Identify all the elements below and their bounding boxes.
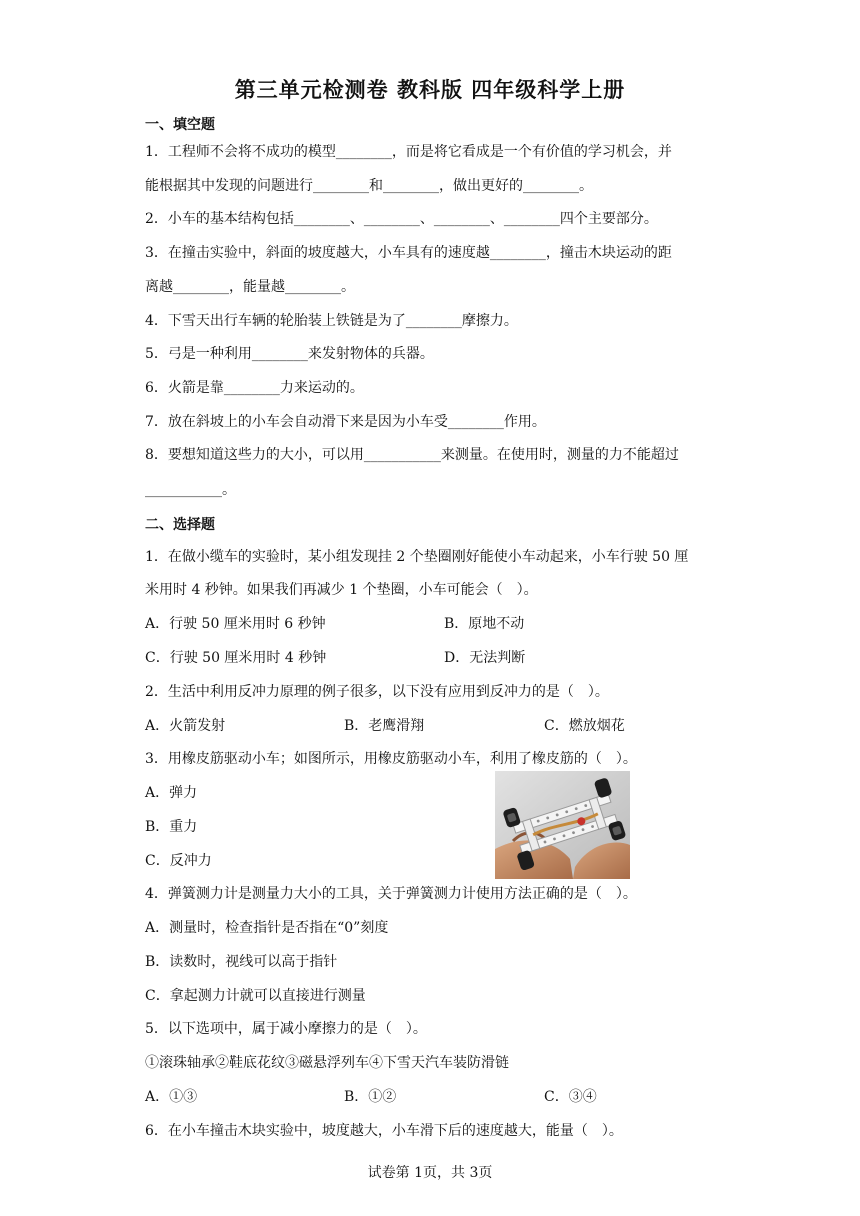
- question-5-option-b: B．①②: [344, 1089, 397, 1105]
- fill-blank-line: 7．放在斜坡上的小车会自动滑下来是因为小车受________作用。: [145, 414, 546, 430]
- fill-blank-line: 8．要想知道这些力的大小，可以用___________来测量。在使用时，测量的力不能超过: [145, 447, 679, 463]
- fill-blank-line: 能根据其中发现的问题进行________和________，做出更好的________。: [145, 178, 593, 194]
- fill-blank-line: 5．弓是一种利用________来发射物体的兵器。: [145, 346, 434, 362]
- question-4-option-b: B．读数时，视线可以高于指针: [145, 954, 338, 970]
- question-2-option-a: A．火箭发射: [145, 718, 226, 734]
- question-5-stem: 5．以下选项中，属于减小摩擦力的是（ ）。: [145, 1021, 427, 1037]
- fill-blank-line: 1．工程师不会将不成功的模型________，而是将它看成是一个有价值的学习机会，并: [145, 144, 672, 160]
- question-1-option-c: C．行驶 50 厘米用时 4 秒钟: [145, 650, 327, 666]
- fill-blank-line: 2．小车的基本结构包括________、________、________、________四个主要部分。: [145, 211, 658, 227]
- question-2-option-c: C．燃放烟花: [544, 718, 625, 734]
- page-footer: 试卷第 1页，共 3页: [367, 1165, 493, 1181]
- question-5-option-a: A．①③: [145, 1089, 198, 1105]
- question-1-stem: 米用时 4 秒钟。如果我们再减少 1 个垫圈，小车可能会（ ）。: [145, 582, 538, 598]
- question-3-option-c: C．反冲力: [145, 853, 212, 869]
- question-3-option-a: A．弹力: [145, 785, 198, 801]
- page-title: 第三单元检测卷 教科版 四年级科学上册: [234, 78, 626, 102]
- question-5-items: ①滚珠轴承②鞋底花纹③磁悬浮列车④下雪天汽车装防滑链: [145, 1055, 509, 1071]
- section-heading-multiple-choice: 二、选择题: [145, 517, 215, 533]
- fill-blank-line: 离越________，能量越________。: [145, 279, 355, 295]
- fill-blank-line: ___________。: [145, 482, 236, 498]
- fill-blank-line: 4．下雪天出行车辆的轮胎装上铁链是为了________摩擦力。: [145, 313, 518, 329]
- question-1-stem: 1．在做小缆车的实验时，某小组发现挂 2 个垫圈刚好能使小车动起来，小车行驶 50 厘: [145, 549, 689, 565]
- question-2-option-b: B．老鹰滑翔: [344, 718, 425, 734]
- question-4-option-a: A．测量时，检查指针是否指在“0”刻度: [145, 920, 389, 936]
- question-1-option-a: A．行驶 50 厘米用时 6 秒钟: [145, 616, 326, 632]
- question-2-stem: 2．生活中利用反冲力原理的例子很多，以下没有应用到反冲力的是（ ）。: [145, 684, 609, 700]
- question-4-stem: 4．弹簧测力计是测量力大小的工具，关于弹簧测力计使用方法正确的是（ ）。: [145, 886, 637, 902]
- rubber-band-car-photo: [495, 771, 630, 879]
- fill-blank-line: 3．在撞击实验中，斜面的坡度越大，小车具有的速度越________，撞击木块运动的距: [145, 245, 672, 261]
- question-5-option-c: C．③④: [544, 1089, 597, 1105]
- fill-blank-line: 6．火箭是靠________力来运动的。: [145, 380, 364, 396]
- question-3-stem: 3．用橡皮筋驱动小车；如图所示，用橡皮筋驱动小车，利用了橡皮筋的（ ）。: [145, 751, 637, 767]
- question-4-option-c: C．拿起测力计就可以直接进行测量: [145, 988, 366, 1004]
- section-heading-fill-blank: 一、填空题: [145, 117, 215, 133]
- question-1-option-d: D．无法判断: [444, 650, 526, 666]
- question-6-stem: 6．在小车撞击木块实验中，坡度越大，小车滑下后的速度越大，能量（ ）。: [145, 1123, 623, 1139]
- question-1-option-b: B．原地不动: [444, 616, 525, 632]
- question-3-option-b: B．重力: [145, 819, 198, 835]
